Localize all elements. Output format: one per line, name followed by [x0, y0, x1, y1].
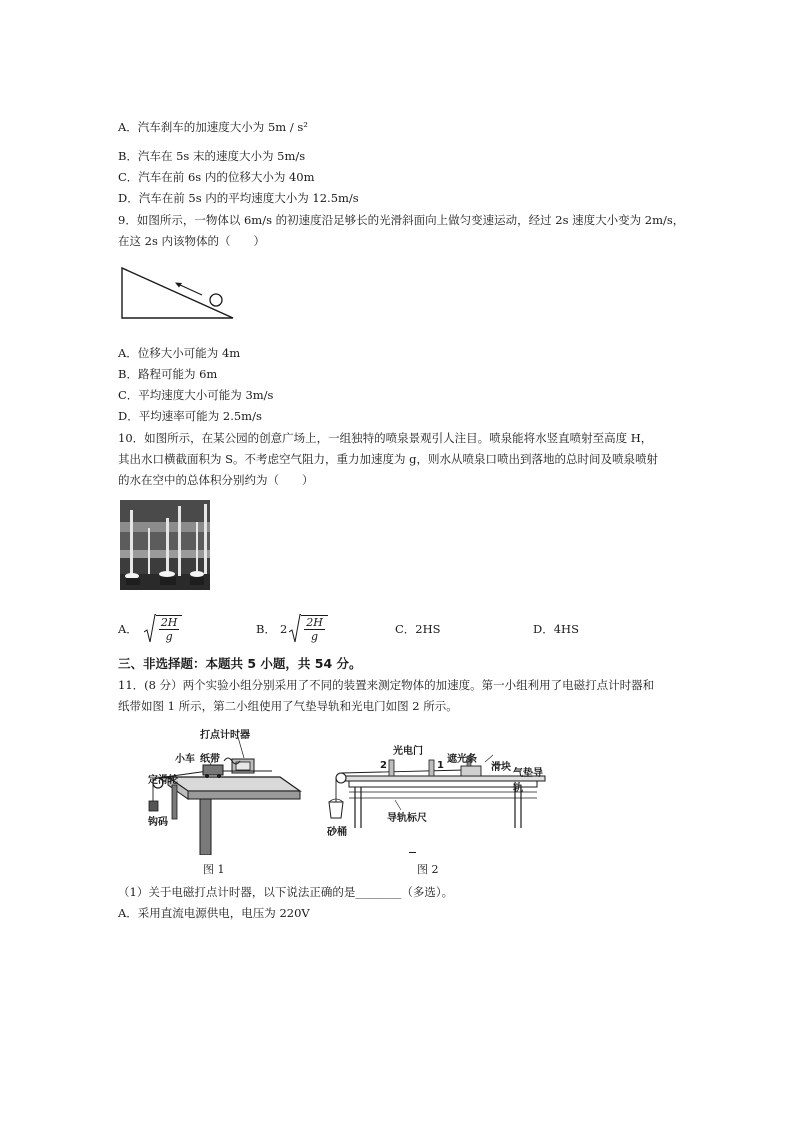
- q10-option-b: [256, 614, 328, 644]
- sqrt-formula: [289, 614, 328, 644]
- q9-option-d: D．平均速率可能为 2.5m/s: [118, 409, 262, 423]
- q10-stem-line3: 的水在空中的总体积分别约为（ ）: [118, 473, 314, 487]
- figure-1-ticker-timer: [148, 725, 308, 855]
- cart-label: 小车: [175, 754, 195, 765]
- radical-sign-icon: [289, 614, 301, 644]
- fraction-denominator: g: [165, 630, 173, 643]
- figure-2-caption: 图 2: [417, 863, 439, 876]
- air-track-drawing: [325, 740, 550, 850]
- section-3-title: 三、非选择题：本题共 5 小题，共 54 分。: [118, 656, 362, 671]
- figure-1-caption: 图 1: [203, 863, 225, 876]
- q10-option-b-label: B．: [256, 622, 276, 636]
- photogate-label: 光电门: [393, 746, 423, 757]
- stray-mark: [409, 852, 416, 853]
- fountain-photo: [120, 500, 210, 590]
- q9-stem-line2: 在这 2s 内该物体的（ ）: [118, 234, 266, 248]
- q9-stem-line1: 9．如图所示，一物体以 6m/s 的初速度沿足够长的光滑斜面向上做匀变速运动，经过 2s 速度大小变为 2m/s，: [118, 213, 685, 227]
- fraction: [301, 615, 328, 643]
- q11-stem-line2: 纸带如图 1 所示，第二小组使用了气垫导轨和光电门如图 2 所示。: [118, 699, 458, 713]
- sand-bucket-label: 砂桶: [327, 827, 347, 838]
- radical-sign-icon: [144, 614, 156, 644]
- q11-sub1-question: （1）关于电磁打点计时器，以下说法正确的是________（多选）。: [118, 885, 454, 899]
- fraction: [156, 615, 183, 643]
- q8-option-b: B．汽车在 5s 末的速度大小为 5m/s: [118, 149, 306, 163]
- q11-stem-line1: 11．(8 分）两个实验小组分别采用了不同的装置来测定物体的加速度。第一小组利用了电磁打点计时器和: [118, 678, 655, 692]
- slider-label: 滑块: [491, 762, 511, 773]
- sqrt-formula: [144, 614, 183, 644]
- q10-stem-line1: 10．如图所示，在某公园的创意广场上，一组独特的喷泉景观引人注目。喷泉能将水竖直喷射至高度 H，: [118, 431, 653, 445]
- gate-1-number: 1: [437, 760, 444, 771]
- q10-option-d: D．4HS: [533, 622, 579, 636]
- tape-label: 纸带: [200, 754, 220, 765]
- q8-option-c: C．汽车在前 6s 内的位移大小为 40m: [118, 170, 315, 184]
- q10-option-c: C．2HS: [395, 622, 441, 636]
- shading-strip-label: 遮光条: [447, 754, 477, 765]
- track-ruler-label: 导轨标尺: [387, 813, 427, 824]
- ticker-timer-drawing: [148, 725, 308, 855]
- fraction-denominator: g: [311, 630, 319, 643]
- gate-2-number: 2: [380, 760, 387, 771]
- fraction-numerator: 2H: [306, 616, 323, 629]
- q10-stem-line2: 其出水口横截面积为 S。不考虑空气阻力，重力加速度为 g，则水从喷泉口喷出到落地的总时间及喷泉喷射: [118, 452, 659, 466]
- fraction-numerator: 2H: [160, 616, 178, 629]
- incline-figure: [118, 262, 238, 324]
- q8-option-a: A．汽车刹车的加速度大小为 5m / s²: [118, 120, 308, 134]
- q9-option-a: A．位移大小可能为 4m: [118, 346, 241, 360]
- weight-label: 钩码: [148, 817, 168, 828]
- pulley-label: 定滑轮: [148, 775, 178, 786]
- q10-option-b-coefficient: 2: [279, 622, 288, 636]
- q8-option-d: D．汽车在前 5s 内的平均速度大小为 12.5m/s: [118, 191, 359, 205]
- q11-sub1-option-a: A．采用直流电源供电，电压为 220V: [118, 906, 310, 920]
- q10-option-a: [118, 614, 182, 644]
- figure-2-air-track: [325, 740, 550, 850]
- q9-option-c: C．平均速度大小可能为 3m/s: [118, 388, 274, 402]
- air-track-label: 气垫导轨: [513, 768, 543, 794]
- q10-option-a-label: A．: [118, 622, 138, 636]
- q9-option-b: B．路程可能为 6m: [118, 367, 218, 381]
- timer-label: 打点计时器: [200, 730, 250, 741]
